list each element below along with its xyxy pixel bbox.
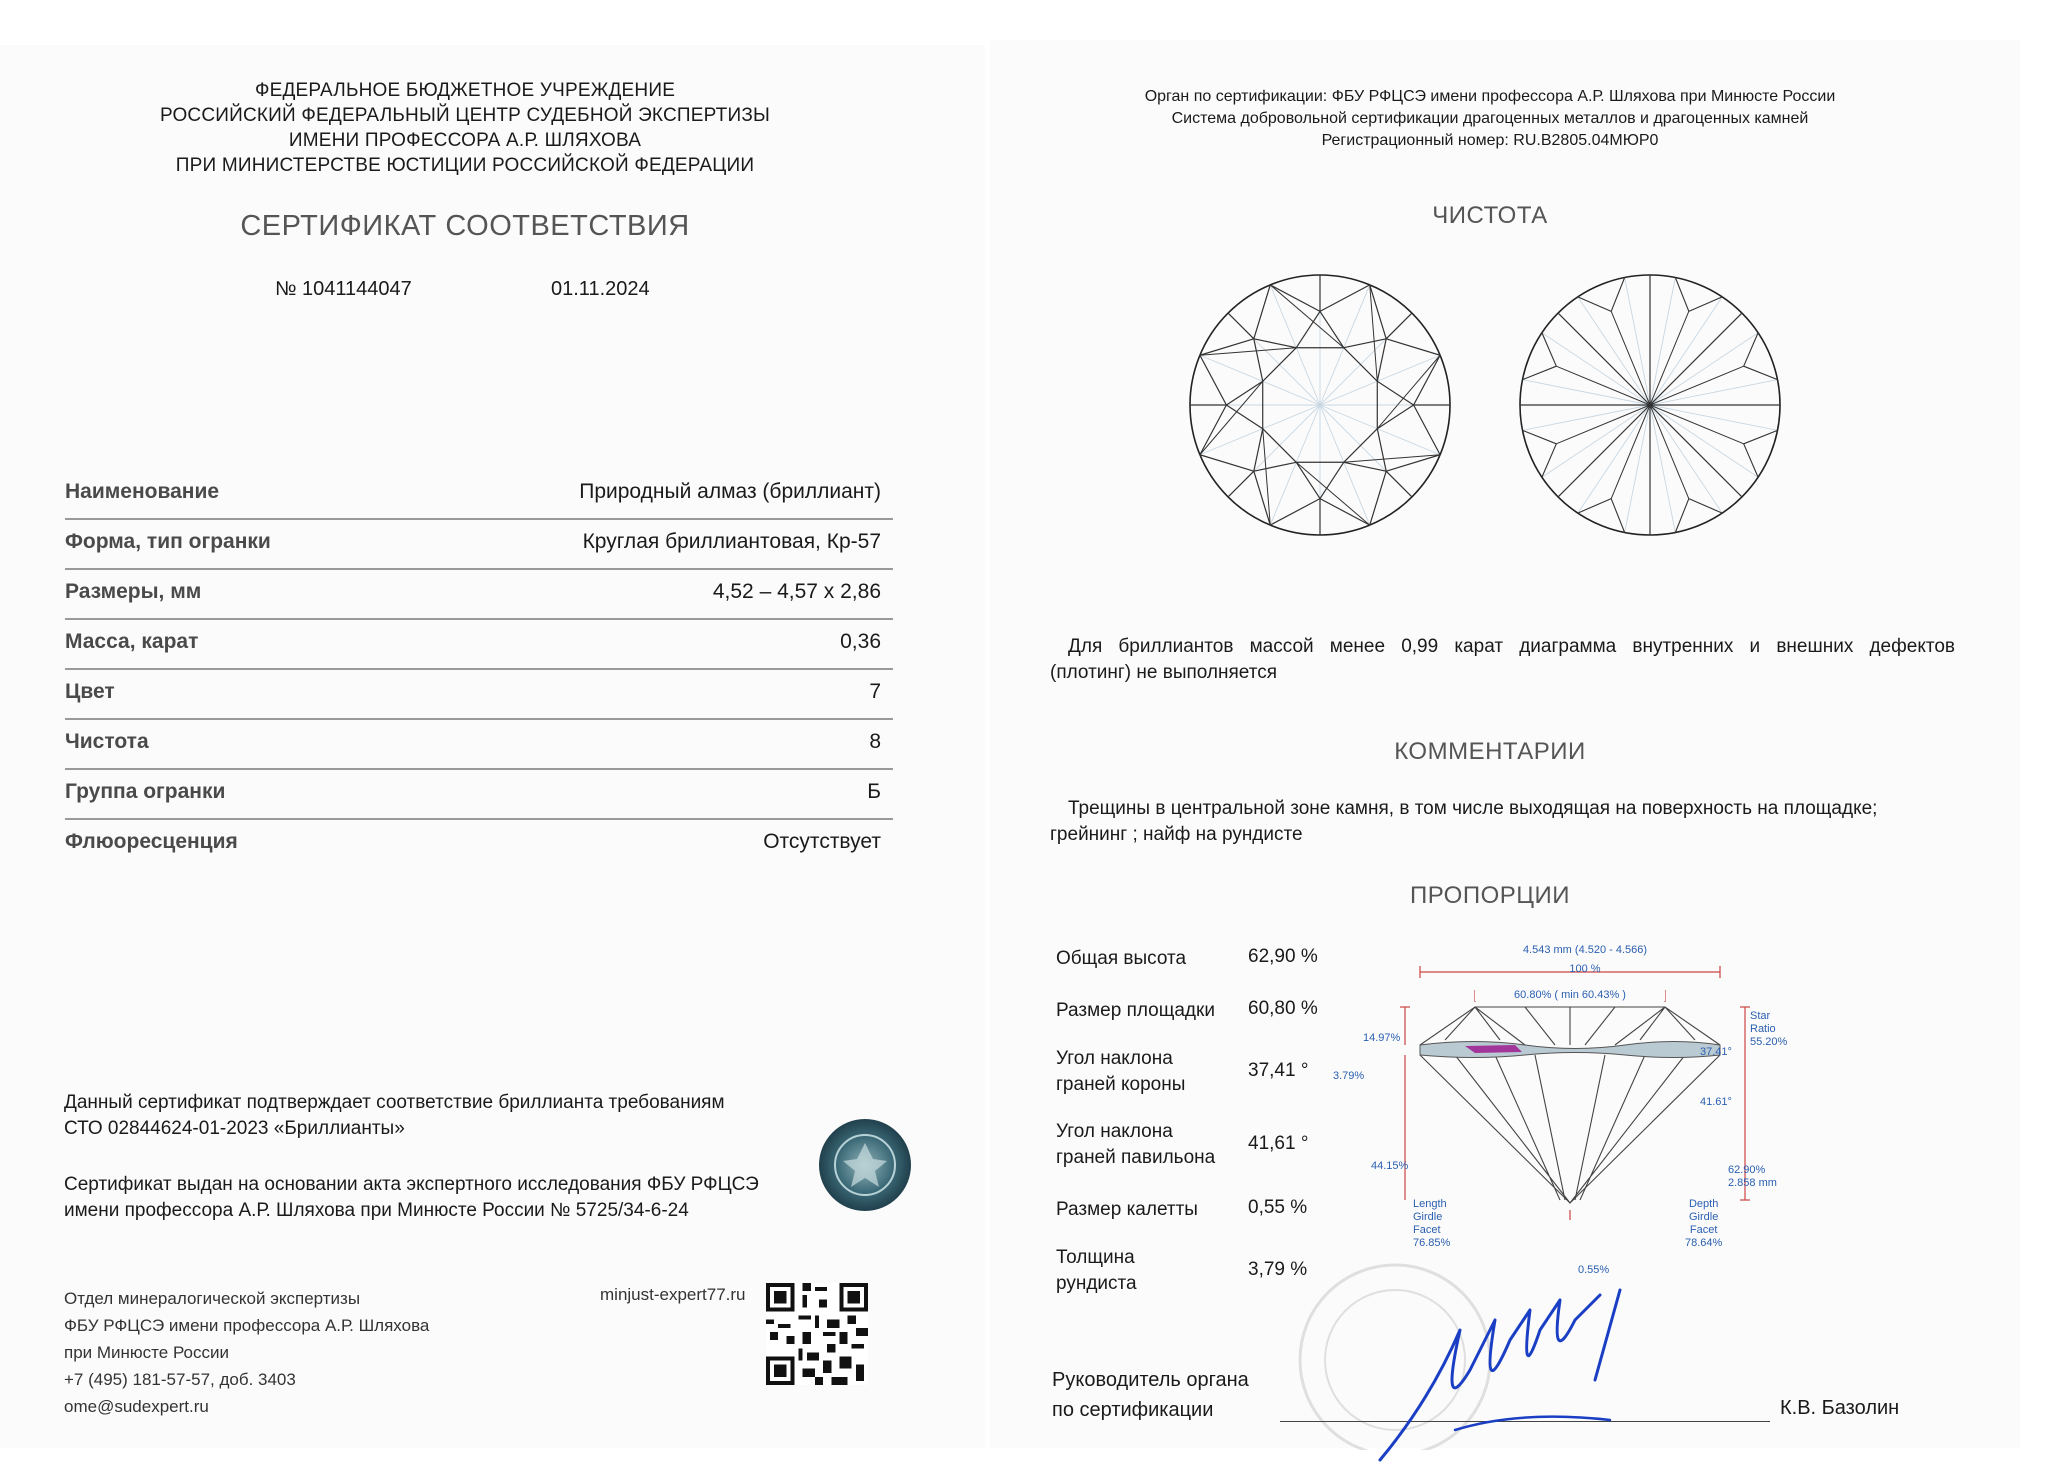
- header-line: ПРИ МИНИСТЕРСТВЕ ЮСТИЦИИ РОССИЙСКОЙ ФЕДЕРАЦИИ: [175, 155, 755, 176]
- row-value: 0,36: [840, 630, 881, 653]
- proportion-label: [1056, 1046, 1185, 1098]
- label-line: Ratio: [1750, 1023, 1776, 1035]
- label-line: Girdle: [1688, 1211, 1719, 1223]
- proportion-value: 3,79 %: [1248, 1259, 1308, 1280]
- clarity-title: ЧИСТОТА: [1432, 202, 1548, 229]
- row-label: Чистота: [65, 730, 149, 753]
- row-value: Природный алмаз (бриллиант): [579, 480, 881, 503]
- signatory-line: Руководитель органа: [1052, 1369, 1249, 1391]
- contact-line: ФБУ РФЦСЭ имени профессора А.Р. Шляхова: [64, 1316, 430, 1335]
- label-line: Star: [1750, 1010, 1771, 1022]
- comment-line: Трещины в центральной зоне камня, в том числе выходящая на поверхность на площадке;: [1068, 798, 1878, 819]
- comments-text: [1050, 796, 1970, 848]
- proportion-label: Размер площадки: [1056, 1000, 1215, 1021]
- total-depth-label: [1728, 1164, 1777, 1190]
- header-line: Орган по сертификации: ФБУ РФЦСЭ имени профессора А.Р. Шляхова при Минюсте России: [1144, 88, 1836, 105]
- label-value: 2.858 mm: [1728, 1177, 1777, 1189]
- diameter-label: 4.543 mm (4.520 - 4.566): [1522, 944, 1648, 956]
- comment-line: грейнинг ; найф на рундисте: [1050, 824, 1303, 845]
- girdle-thickness-label: 3.79%: [1333, 1070, 1365, 1082]
- certificate-title: СЕРТИФИКАТ СООТВЕТСТВИЯ: [240, 210, 690, 242]
- signatory-name: К.В. Базолин: [1780, 1397, 1900, 1419]
- contact-block: [64, 1285, 429, 1420]
- proportions-title: ПРОПОРЦИИ: [1409, 882, 1571, 909]
- culet-label: 0.55%: [1578, 1264, 1610, 1276]
- statement-line: Сертификат выдан на основании акта экспертного исследования ФБУ РФЦСЭ: [64, 1174, 759, 1195]
- comments-title: КОММЕНТАРИИ: [1394, 738, 1586, 765]
- qr-code-icon: [766, 1283, 868, 1385]
- table-row: [65, 718, 893, 770]
- row-label: Размеры, мм: [65, 580, 202, 603]
- pavilion-view-diagram: [1515, 270, 1785, 540]
- certificate-right-page: [990, 40, 2020, 1448]
- statement-line: Данный сертификат подтверждает соответствие бриллианта требованиям: [64, 1092, 725, 1113]
- label-line: граней короны: [1056, 1074, 1186, 1095]
- proportion-label: [1056, 1119, 1215, 1171]
- row-label: Форма, тип огранки: [65, 530, 271, 553]
- table-row: [65, 668, 893, 720]
- label-value: 62.90%: [1728, 1164, 1766, 1176]
- row-label: Флюоресценция: [65, 830, 238, 853]
- hologram-seal-icon: [815, 1115, 915, 1215]
- statement-line: СТО 02844624-01-2023 «Бриллианты»: [64, 1118, 405, 1139]
- label-line: Girdle: [1413, 1211, 1443, 1223]
- table-row: [65, 618, 893, 670]
- row-value: 4,52 – 4,57 х 2,86: [712, 580, 881, 603]
- note-line: Для бриллиантов массой менее 0,99 карат диаграмма внутренних и внешних дефектов: [1068, 636, 1955, 657]
- proportion-value: 37,41 °: [1248, 1060, 1309, 1081]
- length-girdle-facet-label: [1413, 1198, 1450, 1250]
- crown-angle-label: 37.41°: [1700, 1046, 1732, 1058]
- table-size-label: 60.80% ( min 60.43% ): [1475, 989, 1665, 1001]
- label-line: Угол наклона: [1056, 1048, 1173, 1069]
- header-line: ИМЕНИ ПРОФЕССОРА А.Р. ШЛЯХОВА: [288, 130, 642, 151]
- row-label: Наименование: [65, 480, 220, 503]
- signatory-title: [1052, 1365, 1249, 1425]
- proportion-value: 60,80 %: [1248, 998, 1318, 1019]
- proportion-value: 0,55 %: [1248, 1197, 1308, 1218]
- label-line: Facet: [1413, 1224, 1441, 1236]
- proportion-value: 41,61 °: [1248, 1133, 1309, 1154]
- label-line: Facet: [1689, 1224, 1718, 1236]
- row-label: Группа огранки: [65, 780, 226, 803]
- table-row: [65, 818, 893, 868]
- certificate-number: № 1041144047: [275, 278, 412, 300]
- label-line: Depth: [1688, 1198, 1719, 1210]
- basis-statement: [64, 1172, 759, 1224]
- label-line: Угол наклона: [1056, 1121, 1173, 1142]
- signature-icon: [1370, 1270, 1690, 1470]
- label-value: 55.20%: [1750, 1036, 1788, 1048]
- certification-body-header: [990, 86, 1990, 152]
- table-row: [65, 468, 893, 520]
- contact-line: при Минюсте России: [64, 1343, 229, 1362]
- row-value: 7: [869, 680, 881, 703]
- table-row: [65, 768, 893, 820]
- row-value: 8: [869, 730, 881, 753]
- contact-phone: +7 (495) 181-57-57, доб. 3403: [64, 1370, 296, 1389]
- proportion-label: [1056, 1245, 1137, 1297]
- header-line: ФЕДЕРАЛЬНОЕ БЮДЖЕТНОЕ УЧРЕЖДЕНИЕ: [254, 80, 676, 101]
- certificate-date: 01.11.2024: [551, 278, 650, 300]
- depth-girdle-facet-label: [1685, 1198, 1722, 1250]
- institution-header: [0, 78, 930, 178]
- label-line: граней павильона: [1056, 1147, 1216, 1168]
- row-label: Масса, карат: [65, 630, 199, 653]
- contact-line: Отдел минералогической экспертизы: [64, 1289, 361, 1308]
- conformity-statement: [64, 1090, 725, 1142]
- clarity-note: [1050, 634, 1955, 686]
- header-line: Регистрационный номер: RU.B2805.04МЮР0: [1321, 132, 1659, 149]
- note-line: (плотинг) не выполняется: [1050, 662, 1278, 683]
- proportion-label: Размер калетты: [1056, 1199, 1198, 1220]
- proportion-label: Общая высота: [1056, 948, 1187, 969]
- pavilion-depth-label: 44.15%: [1371, 1160, 1409, 1172]
- row-value: Круглая бриллиантовая, Кр-57: [582, 530, 881, 553]
- proportions-profile-diagram: [1325, 900, 1925, 1280]
- signatory-line: по сертификации: [1052, 1399, 1214, 1421]
- table-row: [65, 568, 893, 620]
- label-value: 76.85%: [1413, 1237, 1451, 1249]
- label-value: 78.64%: [1685, 1237, 1723, 1249]
- proportion-value: 62,90 %: [1248, 946, 1318, 967]
- star-ratio-label: [1750, 1010, 1787, 1049]
- pavilion-angle-label: 41.61°: [1700, 1096, 1732, 1108]
- label-line: Толщина: [1056, 1247, 1135, 1268]
- table-row: [65, 518, 893, 570]
- row-value: Отсутствует: [763, 830, 881, 853]
- label-line: Length: [1413, 1198, 1447, 1210]
- certificate-left-page: [0, 45, 985, 1448]
- statement-line: имени профессора А.Р. Шляхова при Минюсте России № 5725/34-6-24: [64, 1200, 689, 1221]
- header-line: Система добровольной сертификации драгоценных металлов и драгоценных камней: [1171, 110, 1809, 127]
- row-label: Цвет: [65, 680, 115, 703]
- website-link[interactable]: minjust-expert77.ru: [600, 1285, 746, 1304]
- label-line: рундиста: [1056, 1273, 1137, 1294]
- row-value: Б: [867, 780, 881, 803]
- crown-view-diagram: [1185, 270, 1455, 540]
- crown-height-label: 14.97%: [1363, 1032, 1401, 1044]
- header-line: РОССИЙСКИЙ ФЕДЕРАЛЬНЫЙ ЦЕНТР СУДЕБНОЙ ЭКСПЕРТИЗЫ: [159, 105, 771, 126]
- diameter-pct-label: 100 %: [1569, 963, 1601, 975]
- contact-email: ome@sudexpert.ru: [64, 1397, 209, 1416]
